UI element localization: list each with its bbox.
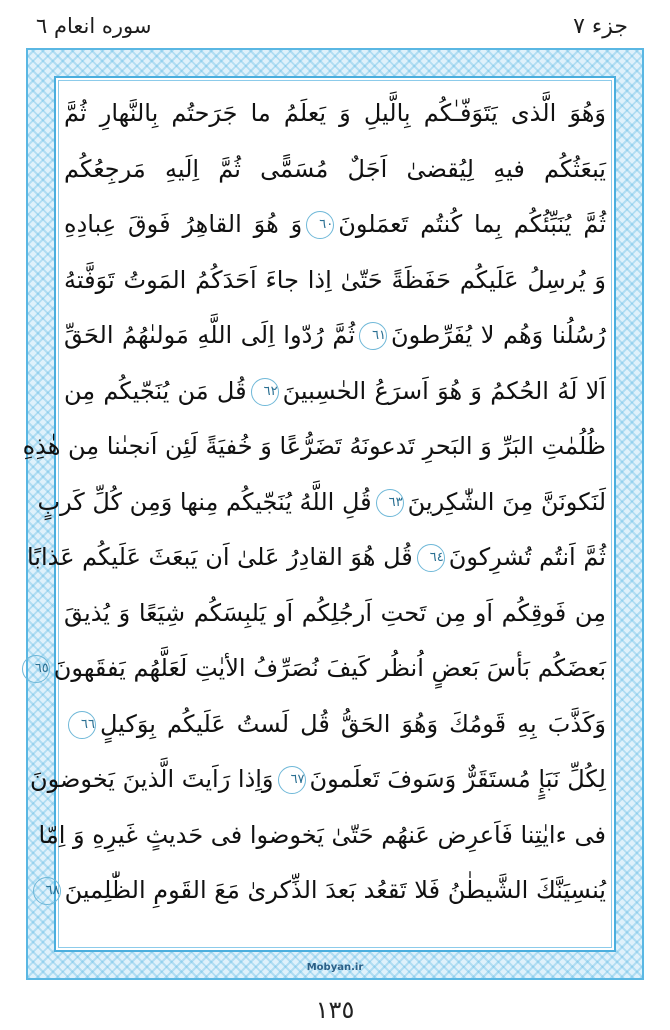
- text-line-1: وَهُوَ الَّذى يَتَوَفّـٰكُم بِالَّيلِ وَ يَعلَمُ ما جَرَحتُم بِالنَّهارِ ثُمَّ: [64, 99, 606, 127]
- text-line-7: ظُلُمٰتِ البَرِّ وَ البَحرِ تَدعونَهُ تَضَرُّعًا وَ خُفيَةً لَئِن اَنجىٰنا مِن هٰذِهِ: [22, 432, 606, 460]
- page-header: [20, 8, 650, 48]
- ayah-marker-68: ٦٨: [33, 877, 61, 905]
- text-line-10: مِن فَوقِكُم اَو مِن تَحتِ اَرجُلِكُم اَو يَلبِسَكُم شِيَعًا وَ يُذيقَ: [64, 598, 606, 627]
- text-line-3: ثُمَّ يُنَبِّئُكُم بِما كُنتُم تَعمَلونَ٦٠وَ هُوَ القاهِرُ فَوقَ عِبادِهِ: [64, 210, 606, 238]
- watermark: Mobyan.ir: [306, 962, 364, 973]
- ayah-marker-65: ٦٥: [22, 655, 50, 683]
- ayah-marker-61: ٦١: [359, 322, 387, 350]
- ayah-marker-67: ٦٧: [278, 766, 306, 794]
- text-line-11: بَعضَكُم بَأسَ بَعضٍ اُنظُر كَيفَ نُصَرِّفُ الأيٰتِ لَعَلَّهُم يَفقَهونَ٦٥: [64, 641, 606, 697]
- quran-text: [22, 86, 606, 919]
- ayah-marker-60: ٦٠: [306, 211, 334, 239]
- page-number: ١٣٥: [315, 996, 355, 1024]
- ayah-marker-66: ٦٦: [68, 711, 96, 739]
- text-line-15: يُنسِيَنَّكَ الشَّيطٰنُ فَلا تَقعُد بَعدَ الذِّكرىٰ مَعَ القَومِ الظّٰلِمينَ٦٨: [64, 863, 606, 919]
- ayah-marker-63: ٦٣: [376, 489, 404, 517]
- text-line-4: وَ يُرسِلُ عَلَيكُم حَفَظَةً حَتّىٰ اِذا جاءَ اَحَدَكُمُ المَوتُ تَوَفَّتهُ: [64, 265, 606, 294]
- text-line-9: ثُمَّ اَنتُم تُشرِكونَ٦٤قُل هُوَ القادِرُ عَلىٰ اَن يَبعَثَ عَلَيكُم عَذابًا: [26, 543, 606, 571]
- text-line-13: لِكُلِّ نَبَإٍ مُستَقَرٌّ وَسَوفَ تَعلَمونَ٦٧وَاِذا رَاَيتَ الَّذينَ يَخوضونَ: [30, 765, 606, 793]
- juz-label: جزء ٧: [573, 14, 628, 39]
- text-line-8: لَنَكونَنَّ مِنَ الشّٰكِرينَ٦٣قُلِ اللَّهُ يُنَجّيكُم مِنها وَمِن كُلِّ كَربٍ: [37, 487, 606, 516]
- ayah-marker-62: ٦٢: [251, 378, 279, 406]
- text-line-12: وَكَذَّبَ بِهِ قَومُكَ وَهُوَ الحَقُّ قُل لَستُ عَلَيكُم بِوَكيلٍ٦٦: [64, 697, 606, 753]
- ayah-marker-64: ٦٤: [417, 544, 445, 572]
- text-line-6: اَلا لَهُ الحُكمُ وَ هُوَ اَسرَعُ الحٰسِبينَ٦٢قُل مَن يُنَجّيكُم مِن: [64, 376, 606, 405]
- text-line-14: فى ءايٰتِنا فَاَعرِض عَنهُم حَتّىٰ يَخوضوا فى حَديثٍ غَيرِهِ وَ اِمّا: [38, 820, 606, 849]
- text-line-2: يَبعَثُكُم فيهِ لِيُقضىٰ اَجَلٌ مُسَمًّى ثُمَّ اِلَيهِ مَرجِعُكُم: [64, 154, 606, 183]
- surah-label: سوره انعام ٦: [36, 14, 152, 38]
- text-line-5: رُسُلُنا وَهُم لا يُفَرِّطونَ٦١ثُمَّ رُدّوا اِلَى اللَّهِ مَولىٰهُمُ الحَقِّ: [64, 321, 606, 349]
